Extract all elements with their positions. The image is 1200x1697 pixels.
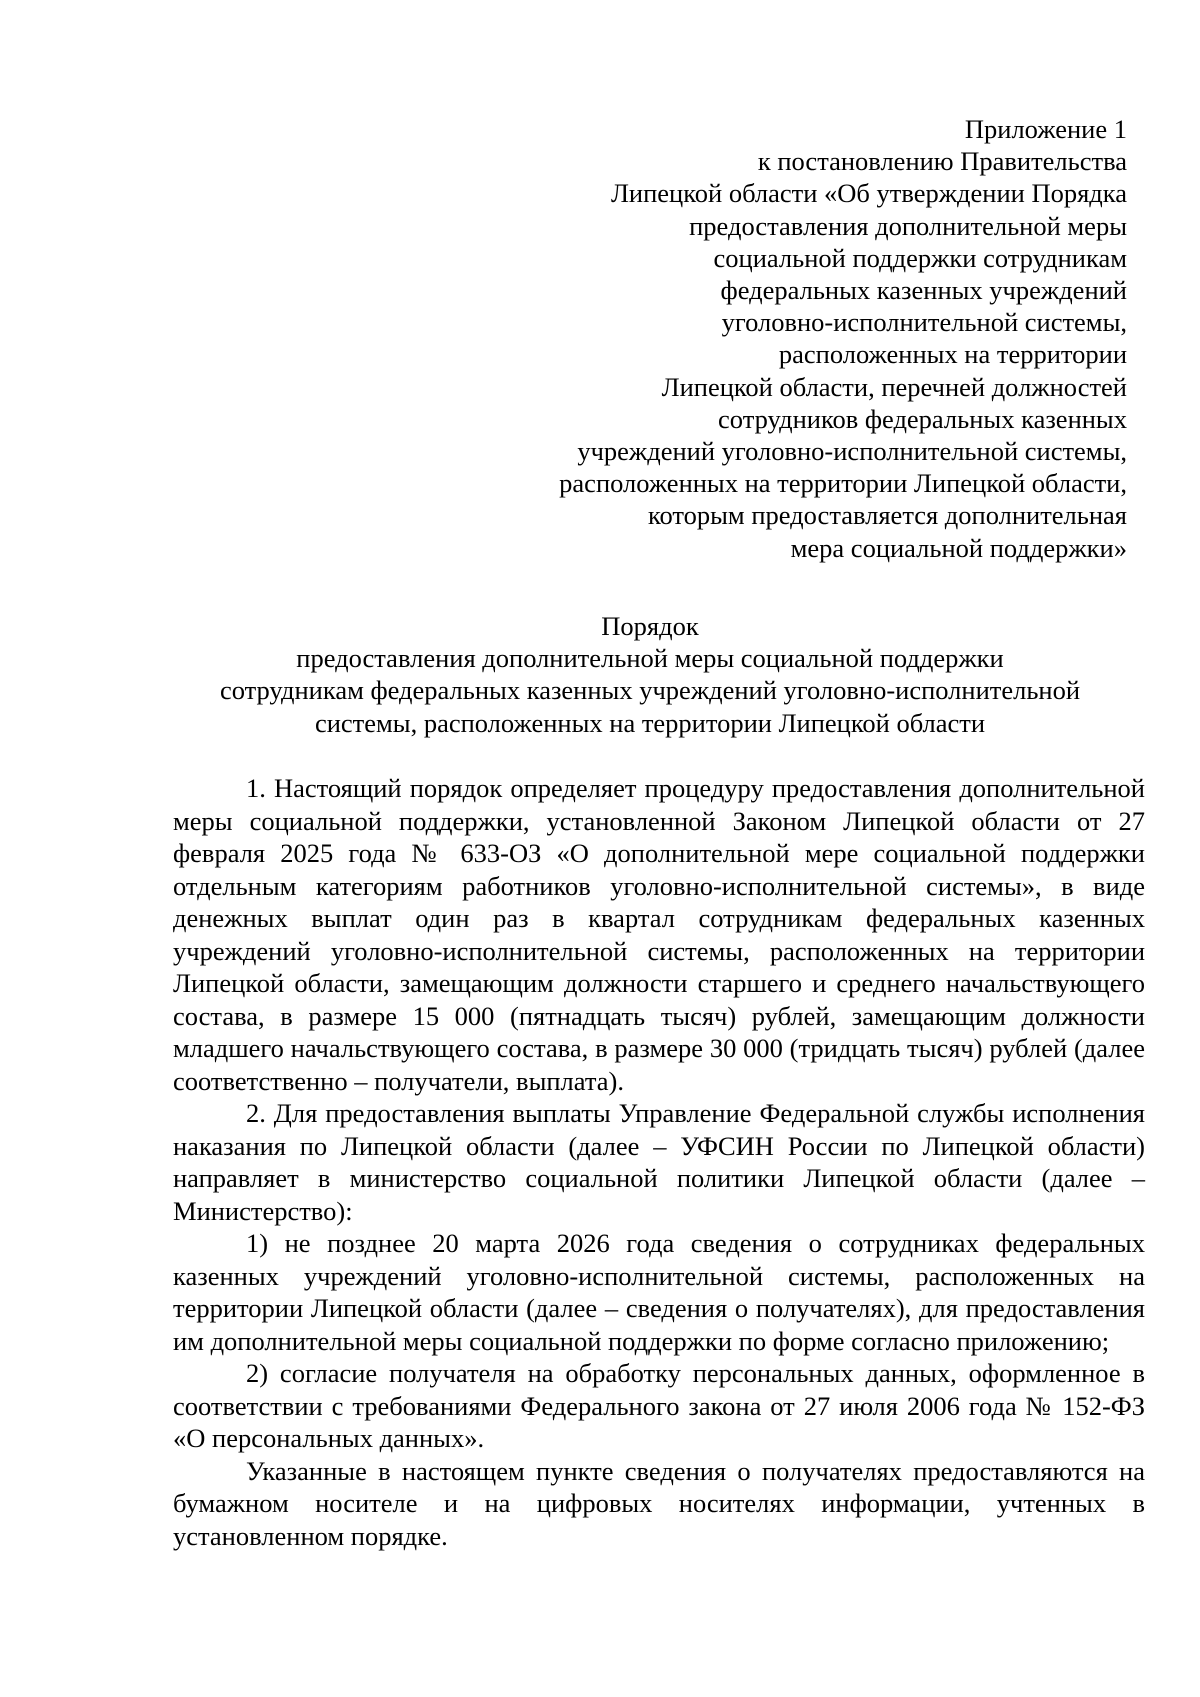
paragraph-2-item-1: 1) не позднее 20 марта 2026 года сведения о сотрудниках федеральных казенных учреждений уголовно-исполнительной системы, расположенных на территории Липецкой области (далее – сведения о получателях), для предоставления им дополнительной меры социальной поддержки по форме согласно приложению; [173, 1228, 1145, 1356]
paragraph-2-note: Указанные в настоящем пункте сведения о получателях предоставляются на бумажном носителе и на цифровых носителях информации, учтенных в установленном порядке. [173, 1455, 1145, 1551]
document-body [173, 772, 1145, 1552]
appendix-line: федеральных казенных учреждений [720, 275, 1127, 306]
appendix-line: предоставления дополнительной меры [689, 210, 1127, 241]
document-title [150, 610, 1150, 739]
appendix-line: сотрудников федеральных казенных [718, 403, 1127, 434]
paragraph-1: 1. Настоящий порядок определяет процедуру предоставления дополнительной меры социальной поддержки, установленной Законом Липецкой области от 27 февраля 2025 года № 633-ОЗ «О дополнительной мере социальной поддержки отдельным категориям работников уголовно-исполнительной системы», в виде денежных выплат один раз в квартал сотрудникам федеральных казенных учреждений уголовно-исполнительной системы, расположенных на территории Липецкой области, замещающим должности старшего и среднего начальствующего состава, в размере 15 000 (пятнадцать тысяч) рублей, замещающим должности младшего начальствующего состава, в размере 30 000 (тридцать тысяч) рублей (далее соответственно – получатели, выплата). [173, 773, 1145, 1096]
appendix-line: расположенных на территории [778, 339, 1127, 370]
appendix-header [367, 113, 1127, 564]
appendix-line: расположенных на территории Липецкой области, [559, 468, 1127, 499]
appendix-line: Приложение 1 [964, 114, 1127, 144]
title-subtitle-line: системы, расположенных на территории Липецкой области [314, 707, 986, 738]
appendix-line: социальной поддержки сотрудникам [713, 242, 1127, 273]
title-heading: Порядок [601, 611, 699, 641]
title-subtitle-line: сотрудникам федеральных казенных учреждений уголовно-исполнительной [219, 675, 1081, 706]
appendix-line: которым предоставляется дополнительная [647, 500, 1127, 531]
appendix-line: Липецкой области «Об утверждении Порядка [610, 178, 1127, 209]
appendix-line: к постановлению Правительства [757, 146, 1127, 177]
paragraph-2: 2. Для предоставления выплаты Управление Федеральной службы исполнения наказания по Липецкой области (далее – УФСИН России по Липецкой области) направляет в министерство социальной политики Липецкой области (далее – Министерство): [173, 1098, 1145, 1226]
appendix-line: учреждений уголовно-исполнительной системы, [577, 436, 1127, 467]
appendix-line: мера социальной поддержки» [790, 532, 1127, 563]
paragraph-2-item-2: 2) согласие получателя на обработку персональных данных, оформленное в соответствии с требованиями Федерального закона от 27 июля 2006 года № 152-ФЗ «О персональных данных». [173, 1358, 1145, 1453]
appendix-line: Липецкой области, перечней должностей [661, 371, 1127, 402]
title-subtitle-line: предоставления дополнительной меры социальной поддержки [296, 643, 1004, 674]
appendix-line: уголовно-исполнительной системы, [721, 307, 1127, 338]
